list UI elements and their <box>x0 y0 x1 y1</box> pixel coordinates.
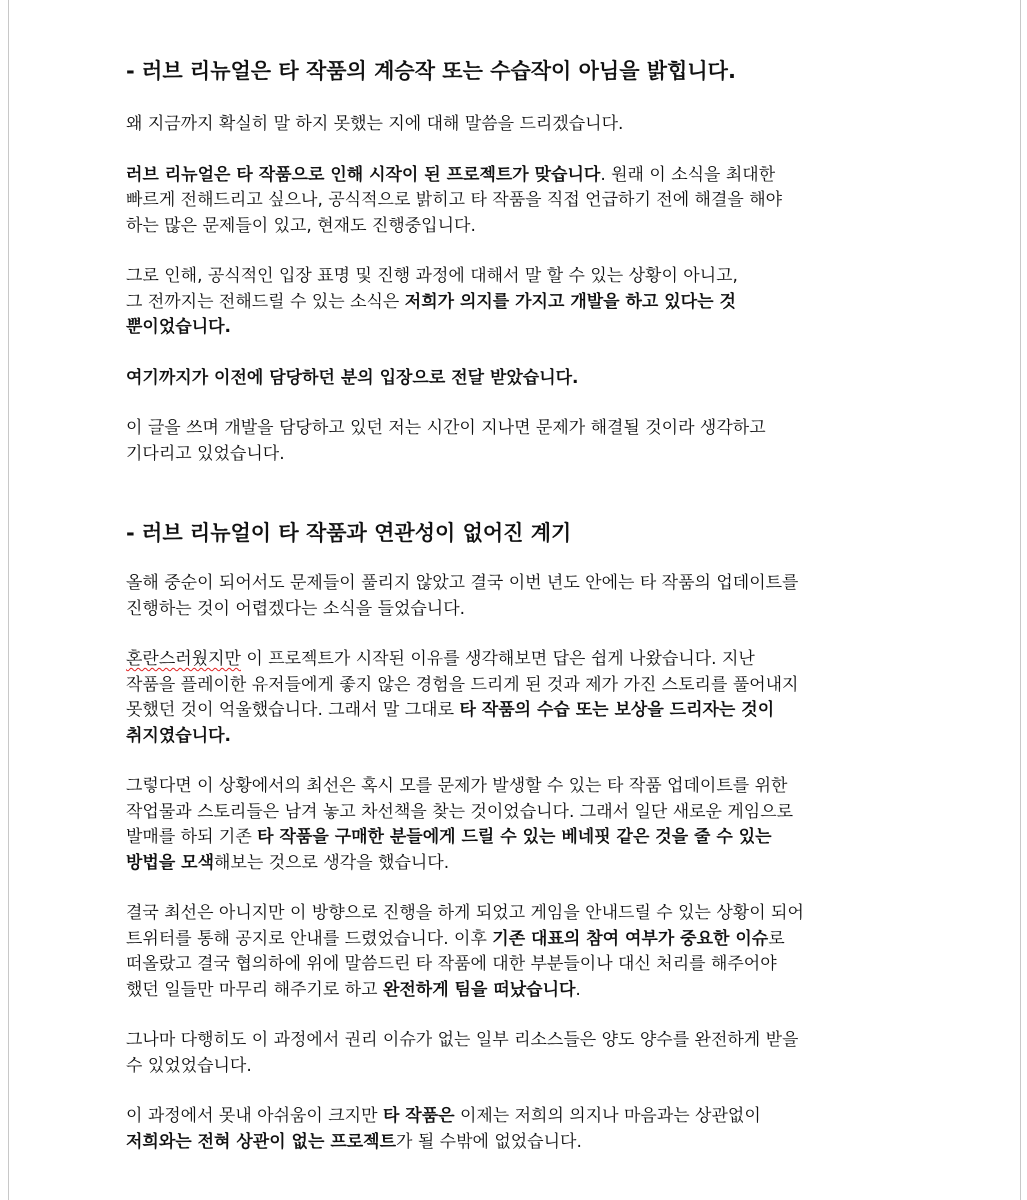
text-line: 하는 많은 문제들이 있고, 현재도 진행중입니다. <box>126 215 476 236</box>
text: 이제는 저희의 의지나 마음과는 상관없이 <box>454 1106 761 1126</box>
section2-paragraph-2 <box>126 647 916 749</box>
page-right-edge <box>1020 0 1021 1200</box>
text-line: 올해 중순이 되어서도 문제들이 풀리지 않았고 결국 이번 년도 안에는 타 작품의 업데이트를 <box>126 573 799 593</box>
section1-paragraph-4 <box>126 366 916 392</box>
text-line: 이 글을 쓰며 개발을 담당하고 있던 저는 시간이 지나면 문제가 해결될 것이라 생각하고 <box>126 418 766 438</box>
text-line <box>126 1104 916 1130</box>
bold-text: 취지였습니다. <box>126 725 231 746</box>
text-line: 그로 인해, 공식적인 입장 표명 및 진행 과정에 대해서 말 할 수 있는 상황이 아니고, <box>126 266 738 286</box>
text-line <box>126 927 916 953</box>
text-line <box>126 163 916 189</box>
section2-paragraph-4 <box>126 901 916 1003</box>
text-line <box>126 647 916 673</box>
text-line <box>126 366 916 392</box>
section1-heading: - 러브 리뉴얼은 타 작품의 계승작 또는 수습작이 아님을 밝힙니다. <box>126 59 736 83</box>
bold-text: 방법을 모색 <box>126 852 215 873</box>
bold-text: 타 작품을 구매한 분들에게 드릴 수 있는 베네핏 같은 것을 줄 수 있는 <box>257 827 772 847</box>
text: 트위터를 통해 공지로 안내를 드렸었습니다. 이후 <box>126 928 493 949</box>
text: 해보는 것으로 생각을 했습니다. <box>214 852 450 873</box>
section1-paragraph-1 <box>126 112 916 138</box>
bold-text: 러브 리뉴얼은 타 작품으로 인해 시작이 된 프로젝트가 맞습니다 <box>126 164 601 185</box>
text-line <box>126 724 916 750</box>
bold-text: 여기까지가 이전에 담당하던 분의 입장으로 전달 받았습니다. <box>126 367 579 388</box>
text: . 원래 이 소식을 최대한 <box>600 164 776 185</box>
text-line: 결국 최선은 아니지만 이 방향으로 진행을 하게 되었고 게임을 안내드릴 수 있는 상황이 되어 <box>126 903 804 923</box>
bold-text: 뿐이었습니다. <box>126 317 231 337</box>
text-line <box>126 698 916 724</box>
section2-paragraph-5 <box>126 1028 916 1079</box>
text: 이 프로젝트가 시작된 이유를 생각해보면 답은 쉽게 나왔습니다. 지난 <box>240 649 755 669</box>
bold-text: 타 작품의 수습 또는 보상을 드리자는 것이 <box>459 700 775 720</box>
bold-text: 저희가 의지를 가지고 개발을 하고 있다는 것 <box>404 291 736 312</box>
text-line: 떠올랐고 결국 협의하에 위에 말씀드린 타 작품에 대한 부분들이나 대신 처리를 해주어야 <box>126 954 777 974</box>
section1-paragraph-2 <box>126 163 916 240</box>
text-line: 진행하는 것이 어렵겠다는 소식을 들었습니다. <box>126 598 466 619</box>
section2-paragraph-3 <box>126 774 916 876</box>
text-line <box>126 851 916 877</box>
section2-paragraph-6 <box>126 1104 916 1155</box>
text: 발매를 하되 기존 <box>126 827 258 847</box>
section1-paragraph-3 <box>126 264 916 341</box>
text: 했던 일들만 마무리 해주기로 하고 <box>126 979 383 1000</box>
bold-text: 완전하게 팀을 떠났습니다 <box>382 979 576 1000</box>
text-line <box>126 978 916 1004</box>
text-line <box>126 1130 916 1156</box>
bold-text: 저희와는 전혀 상관이 없는 프로젝트 <box>126 1131 397 1152</box>
text-line: 작업물과 스토리들은 남겨 놓고 차선책을 찾는 것이었습니다. 그래서 일단 새로운 게임으로 <box>126 801 794 822</box>
text-line <box>126 315 916 341</box>
section1-paragraph-5 <box>126 416 916 467</box>
text-line <box>126 825 916 851</box>
section2-paragraph-1 <box>126 571 916 622</box>
text-line: 왜 지금까지 확실히 말 하지 못했는 지에 대해 말씀을 드리겠습니다. <box>126 114 624 134</box>
text: 이 과정에서 못내 아쉬움이 크지만 <box>126 1106 383 1126</box>
page-left-edge <box>8 0 9 1200</box>
text-line: 기다리고 있었습니다. <box>126 443 285 464</box>
spellcheck-underlined-word[interactable]: 혼란스러웠지만 <box>126 649 241 669</box>
bold-text: 타 작품은 <box>382 1106 455 1126</box>
text-line: 그렇다면 이 상황에서의 최선은 혹시 모를 문제가 발생할 수 있는 타 작품 업데이트를 위한 <box>126 776 788 796</box>
text: 그 전까지는 전해드릴 수 있는 소식은 <box>126 291 405 312</box>
text-line: 수 있었었습니다. <box>126 1055 252 1076</box>
section2-heading: - 러브 리뉴얼이 타 작품과 연관성이 없어진 계기 <box>126 521 572 545</box>
text-line <box>126 290 916 316</box>
text: . <box>575 979 581 1000</box>
text: 못했던 것이 억울했습니다. 그래서 말 그대로 <box>126 700 460 720</box>
text: 가 될 수밖에 없었습니다. <box>396 1131 582 1152</box>
document-body <box>126 56 916 1155</box>
text-line: 그나마 다행히도 이 과정에서 권리 이슈가 없는 일부 리소스들은 양도 양수를 완전하게 받을 <box>126 1030 799 1050</box>
text-line: 작품을 플레이한 유저들에게 좋지 않은 경험을 드리게 된 것과 제가 가진 스토리를 풀어내지 <box>126 674 799 695</box>
text: 로 <box>768 928 785 949</box>
text-line: 빠르게 전해드리고 싶으나, 공식적으로 밝히고 타 작품을 직접 언급하기 전에 해결을 해야 <box>126 190 783 210</box>
bold-text: 기존 대표의 참여 여부가 중요한 이슈 <box>492 928 769 949</box>
